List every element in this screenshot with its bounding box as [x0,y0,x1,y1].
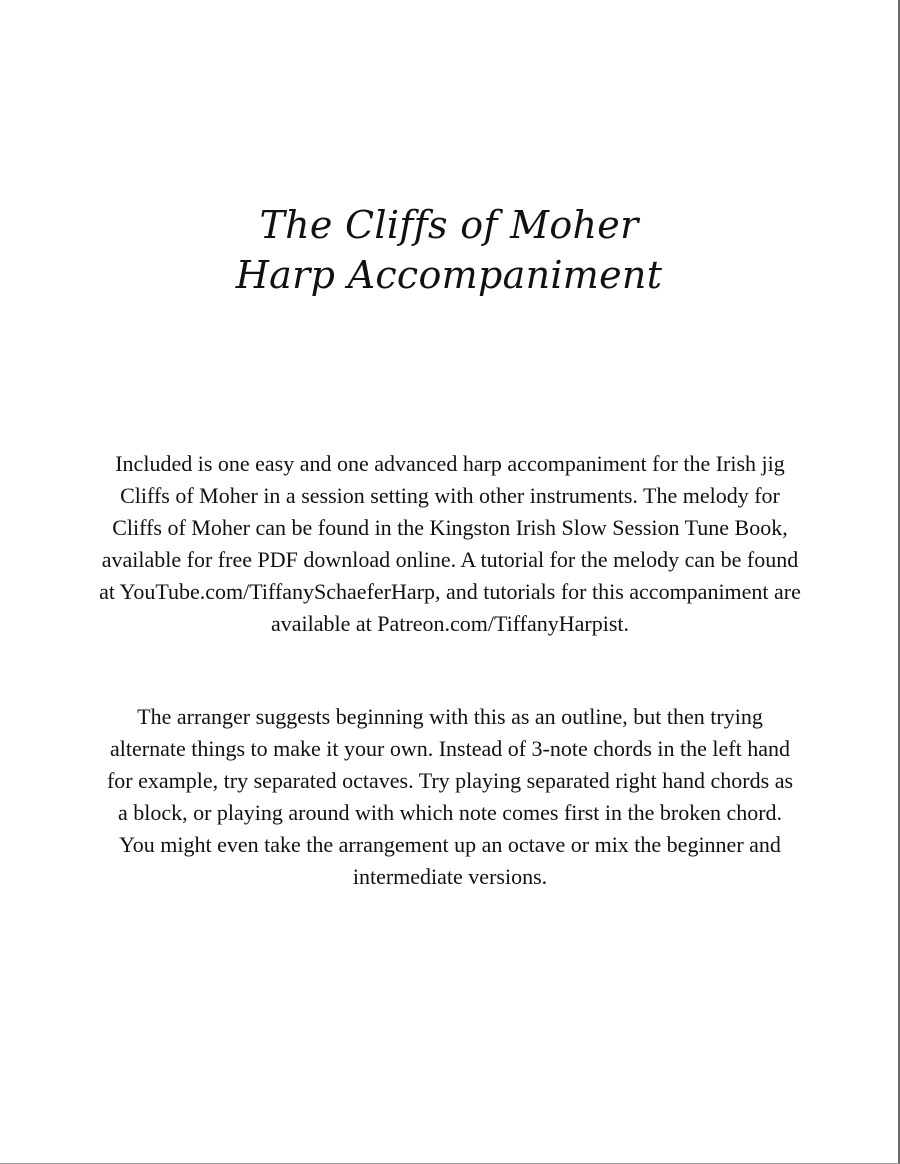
arranger-notes-paragraph [80,701,820,893]
paragraph-line: Cliffs of Moher in a session setting with other instruments. The melody for [120,483,780,508]
paragraph-line: available for free PDF download online. A tutorial for the melody can be found [101,547,799,572]
paragraph-line: a block, or playing around with which note comes first in the broken chord. [117,800,783,825]
paragraph-line: Included is one easy and one advanced harp accompaniment for the Irish jig [115,451,785,476]
paragraph-line: intermediate versions. [352,864,548,889]
page-title [0,200,898,300]
paragraph-line: for example, try separated octaves. Try playing separated right hand chords as [106,768,794,793]
paragraph-line: alternate things to make it your own. Instead of 3-note chords in the left hand [110,736,790,761]
title-line-1: The Cliffs of Moher [259,203,639,247]
title-line-2: Harp Accompaniment [235,253,663,297]
intro-paragraph [80,448,820,640]
paragraph-line: available at Patreon.com/TiffanyHarpist. [270,611,630,636]
paragraph-line: Cliffs of Moher can be found in the Kingston Irish Slow Session Tune Book, [112,515,788,540]
paragraph-line: You might even take the arrangement up an octave or mix the beginner and [119,832,781,857]
paragraph-line: The arranger suggests beginning with this as an outline, but then trying [137,704,763,729]
paragraph-line: at YouTube.com/TiffanySchaeferHarp, and tutorials for this accompaniment are [99,579,801,604]
